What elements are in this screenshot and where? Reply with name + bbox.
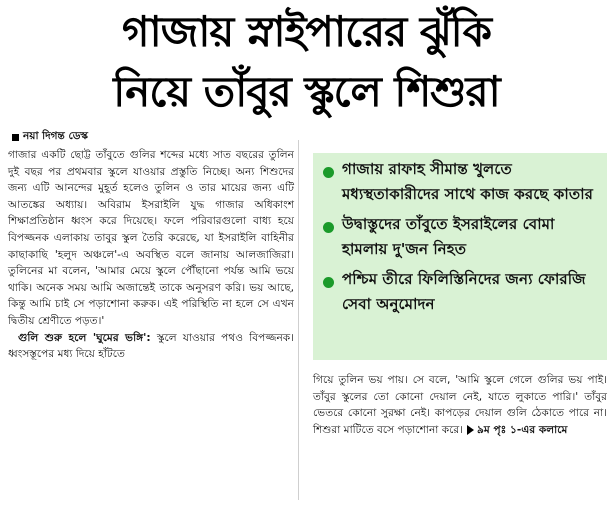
square-bullet-icon: [12, 134, 19, 141]
subhead-text: স্কুলে যাওয়ার পথও বিপজ্জনক। ধ্বংসস্তূপের মধ্য দিয়ে হাঁটতে: [8, 331, 294, 361]
highlight-text: গাজায় রাফাহ সীমান্ত খুলতে মধ্যস্থতাকারীদের সাথে কাজ করছে কাতার: [342, 160, 593, 203]
bullet-icon: [323, 277, 334, 288]
byline: [12, 129, 88, 146]
highlight-text: উদ্বাস্তুদের তাঁবুতে ইসরাইলের বোমা হামলায় দু'জন নিহত: [342, 215, 555, 258]
subhead-label: গুলি শুরু হলে 'ঘুমের ভঙ্গি':: [18, 331, 151, 344]
article-subsection: [8, 330, 294, 363]
bullet-icon: [323, 222, 334, 233]
continued-arrow-icon: [467, 425, 474, 435]
highlights-box: [313, 153, 607, 360]
highlight-item: [323, 157, 599, 207]
continued-label[interactable]: ৯ম পৃঃ ১-এর কলামে: [477, 423, 568, 436]
article-paragraph: গাজার একটি ছোট্ট তাঁবুতে গুলির শব্দের মধ্যে সাত বছরের তুলিন দুই বছর পর প্রথমবার স্কুলে যাওয়ার প্রস্তুতি নিচ্ছে। অন্য শিশুদের জন্য এটি আনন্দের মুহূর্ত হলেও তুলিন ও তার মায়ের জন্য এটি আতঙ্কের অধ্যায়। অবিরাম ইসরাইলি যুদ্ধ গাজার অধিকাংশ শিক্ষাপ্রতিষ্ঠান ধ্বংস করে দিয়েছে। ফলে পরিবারগুলো বাধ্য হয়ে বিপজ্জনক এলাকায় তাবুর স্কুল তৈরি করেছে, যা ইসরাইলি বাহিনীর কাছাকাছি 'হলুদ অঞ্চলে'-এ অবস্থিত বলে জানায় আলজাজিরা। তুলিনের মা বলেন, 'আমার মেয়ে স্কুলে পৌঁছানো পর্যন্ত আমি ভয়ে থাকি। অনেক সময় আমি অজান্তেই তাকে অনুসরণ করি। ভয় আছে, কিন্তু আমি চাই সে পড়াশোনা করুক। এই পরিস্থিতি না হলে সে এখন দ্বিতীয় শ্রেণীতে পড়ত।': [8, 149, 294, 327]
right-column-text: গিয়ে তুলিন ভয় পায়। সে বলে, 'আমি স্কুলে গেলে গুলির ভয় পাই। তাঁবুর স্কুলের তো কোনো দেয়াল নেই, যাতে লুকাতে পারি।' তাঁবুর ভেতরে কোনো সুরক্ষা নেই। কাপড়ের দেয়াল গুলি ঠেকাতে পারে না। শিশুরা মাটিতে বসে পড়াশোনা করে।: [313, 374, 607, 436]
bullet-icon: [323, 167, 334, 178]
article-column-right: [313, 372, 607, 438]
highlight-item: [323, 267, 599, 317]
column-divider: [298, 140, 299, 500]
highlight-text: পশ্চিম তীরে ফিলিস্তিনিদের জন্য ফোরজি সেবা অনুমোদন: [342, 270, 586, 313]
article-continuation: [313, 372, 607, 438]
byline-text: নয়া দিগন্ত ডেস্ক: [23, 130, 88, 142]
highlight-item: [323, 212, 599, 262]
article-column-left: [8, 147, 294, 363]
headline-line-2: নিয়ে তাঁবুর স্কুলে শিশুরা: [113, 67, 500, 116]
headline-line-1: গাজায় স্নাইপারের ঝুঁকি: [121, 7, 492, 56]
headline: [4, 2, 609, 122]
